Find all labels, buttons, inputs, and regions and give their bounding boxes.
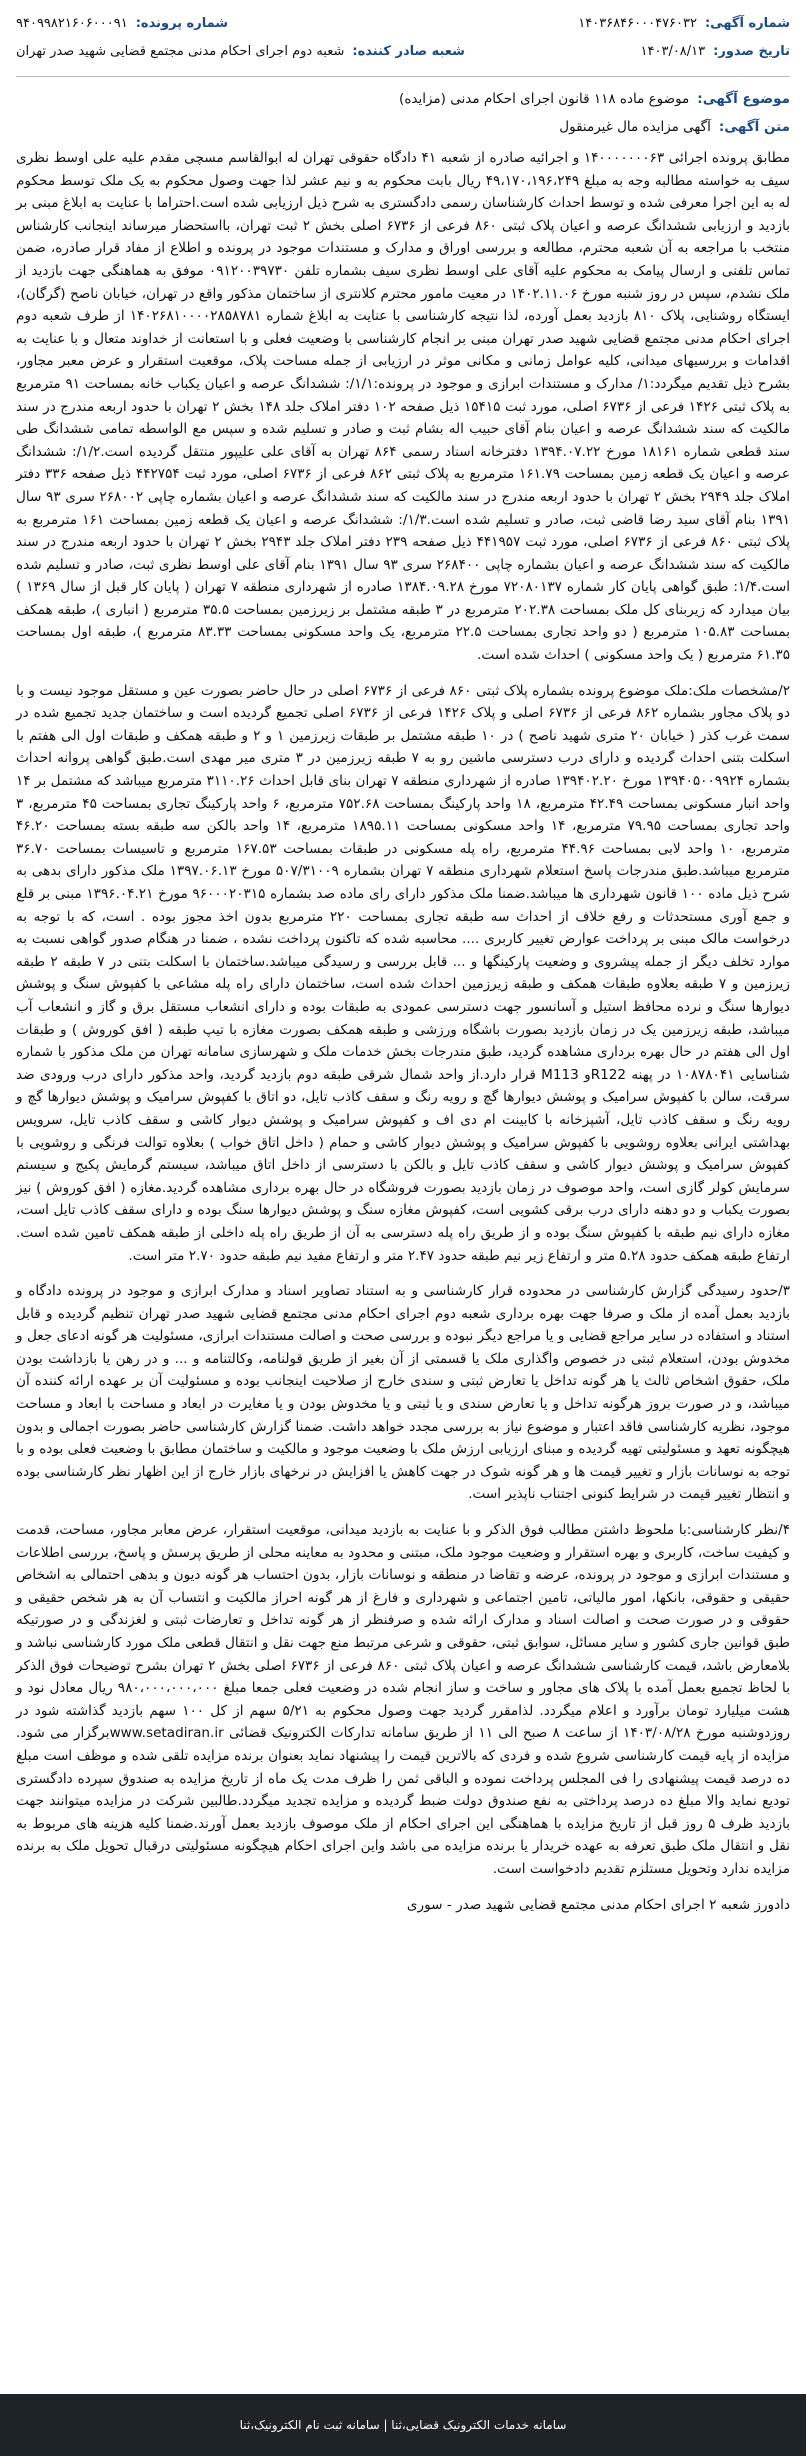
ad-meta bbox=[0, 85, 806, 141]
issuing-branch bbox=[16, 38, 465, 66]
ad-number-label: شماره آگهی: bbox=[704, 16, 790, 31]
ad-text-title: آگهی مزایده مال غیرمنقول bbox=[559, 119, 711, 135]
body-paragraph-4: ۴/نظر کارشناسی:با ملحوظ داشتن مطالب فوق الذکر و با عنایت به بازدید میدانی، موقعیت استقرار، عرض معابر مجاور، مساحت، قدمت و کیفیت ساخت، کاربری و بهره استقرار و وضعیت موجود ملک، مبتنی و محدود به معاینه محلی از طریق پرسش و پاسخ، بررسی اطلاعات و مستندات ابرازی و موجود در پرونده، عرضه و تقاضا در منطقه و نوسانات بازار، بدون احتساب هر گونه دیون و بدهی احتمالی به اشخاص حقیقی و حقوقی، بانکها، امور مالیاتی، تامین اجتماعی و شهرداری و فارغ از هر گونه احراز مالکیت و انتساب آن به هر شخص حقیقی و حقوقی و در صورت صحت و اصالت اسناد و مدارک ارائه شده و صرفنظر از هر گونه تداخل و تعارضات ثبتی و لغزندگی و در صورتیکه طبق قوانین جاری کشور و سایر مسائل، سوابق ثبتی، حقوقی و شرعی مرتبط منع جهت نقل و انتقال قطعی ملک مورد کارشناسی نباشد و بلامعارض باشد، قیمت کارشناسی ششدانگ عرصه و اعیان پلاک ثبتی ۸۶۰ فرعی از ۶۷۳۶ اصلی بخش ۲ تهران بشرح توضیحات فوق الذکر با لحاظ تجمیع بعمل آمده با پلاک های مجاور و ساخت و ساز انجام شده در وضعیت فعلی جمعا مبلغ ۹۸۰،۰۰۰،۰۰۰،۰۰۰ ریال معادل نود و هشت میلیارد تومان برآورد و اعلام میگردد. لذامقرر گردید جهت وصول محکوم به ۵/۲۱ سهم از کل ۱۰۰ سهم بازدید گذاشته شود در روزدوشنبه مورخ ۱۴۰۳/۰۸/۲۸ از ساعت ۸ صبح الی ۱۱ از طریق سامانه تدارکات الکترونیک قضائی www.setadiran.irبرگزار می شود. مزایده از پایه قیمت کارشناسی شروع شده و فردی که بالاترین قیمت را پیشنهاد نماید بعنوان برنده مزایده تلقی شده و موظف است مبلغ ده درصد قیمت پیشنهادی را فی المجلس پرداخت نموده و الباقی ثمن را ظرف مدت یک ماه از تاریخ مزایده به صندوق سپرده دادگستری تودیع نماید والا مبلغ ده درصد پرداختی به نفع صندوق دولت ضبط گردیده و مزایده تجدید میگردد.طالبین شرکت در مزایده میتوانند جهت بازدید ظرف ۵ روز قبل از تاریخ مزایده با هماهنگی این اجرای احکام از ملک موصوف بازدید بعمل آورند.ضمنا کلیه هزینه های مربوط به نقل و انتقال ملک طبق تعرفه به عهده خریدار یا برنده مزایده می باشد واین اجرای احکام هیچگونه مسئولیتی درقبال تحویل ملک به برنده مزایده ندارد وتحویل مستلزم تقدیم دادخواست است. bbox=[16, 1522, 791, 1877]
body-paragraph-2: ۲/مشخصات ملک:ملک موضوع پرونده بشماره پلاک ثبتی ۸۶۰ فرعی از ۶۷۳۶ اصلی در حال حاضر بصورت عین و مستقل موجود نیست و با دو پلاک مجاور بشماره ۸۶۲ فرعی از ۶۷۳۶ اصلی و پلاک ۱۴۲۶ فرعی از ۶۷۳۶ اصلی تجمیع گردیده است و ساختمان جدید تجمیع شده در سمت غرب کذر ( خیابان ۲۰ متری شهید ناصح ) در ۱۰ طبقه مشتمل بر طبقات زیرزمین ۱ و ۲ و طبقه همکف و طبقات اول الی هفتم با اسکلت بتنی احداث گردیده و دارای درب دسترسی ماشین رو به ۷ طبقه زیرزمین در ۳ متری میر مهدی است.طبق گواهی پروانه احداث بشماره ۱۳۹۴۰۵۰۰۹۹۲۴ مورخ ۱۳۹۴۰۲.۲۰ صادره از شهرداری منطقه ۷ تهران بنای قابل احداث ۳۱۱۰.۲۶ مترمربع میباشد که مشتمل بر ۱۴ واحد انبار مسکونی بمساحت ۴۲.۴۹ مترمربع، ۱۸ واحد پارکینگ بمساحت ۷۵۲.۶۸ مترمربع، ۶ واحد پارکینگ تجاری بمساحت ۴۵ مترمربع، ۳ واحد تجاری بمساحت ۷۹.۹۵ مترمربع، ۱۴ واحد مسکونی بمساحت ۱۸۹۵.۱۱ مترمربع، ۱۴ واحد بالکن سه طبقه بسته بمساحت ۴۶.۲۰ مترمربع، ۱۰ واحد لابی بمساحت ۴۴.۹۶ مترمربع، راه پله مسکونی در طبقات بمساحت ۱۶۷.۵۳ مترمربع و تاسیسات بمساحت ۳۶.۷۰ مترمربع میباشد.طبق مندرجات پاسخ استعلام شهرداری منطقه ۷ تهران بشماره ۵۰۷/۳۱۰۰۹ مورخ ۱۳۹۷.۰۶.۱۳ ملک مذکور دارای بدهی به شرح ذیل ماده ۱۰۰ قانون شهرداری ها میباشد.ضمنا ملک مذکور دارای رای ماده صد بشماره ۹۶۰۰۰۲۰۳۱۵ مورخ ۱۳۹۶.۰۴.۲۱ مبنی بر قلع و جمع آوری مستحدثات و رفع خلاف از احداث سه طبقه تجاری بمساحت ۲۲۰ مترمربع بدون اخذ مجوز بوده . است، که با توجه به درخواست مالک مبنی بر پرداخت عوارض تغییر کاربری .... محاسبه شده که تاکنون پرداخت نشده ، ضمنا در هنگام صدور گواهی نسبت به موارد تخلف دیگر از جمله پیشروی و وضعیت پارکینگها و ... قابل بررسی و رسیدگی میباشد.ساختمان با اسکلت بتنی در ۷ طبقه ۲ طبقه زیرزمین و ۷ طبقه بعلاوه طبقات همکف و طبقه زیرزمین احداث شده است، ساختمان دارای راه پله مشاعی با کفپوش سنگ و پوشش دیوارها سنگ و نرده محافظ استیل و آسانسور جهت دسترسی عمودی به طبقات بوده و دارای انشعاب مستقل برق و گاز و انشعاب آب میباشد، طبقه زیرزمین یک در زمان بازدید بصورت باشگاه ورزشی و طبقه همکف بصورت مغازه با تیپ طبقه ( افق کوروش ) و طبقات اول الی هفتم در حال بهره برداری مشاهده گردید، طبق مندرجات بخش خدمات ملک و شهرسازی سامانه تهران من ملک مذکور با شماره شناسایی ۱۰۸۷۸۰۴۱ در پهنه R122و M113 قرار دارد.از واحد شمال شرقی طبقه دوم بازدید گردید، واحد مذکور دارای درب ورودی ضد سرقت، سالن با کفپوش سرامیک و پوشش دیوارها گچ و رویه رنگ و سقف کاذب تایل، دو اتاق با کفپوش سرامیک و پوشش دیوارها گچ و رویه رنگ و سقف کاذب تایل، آشپزخانه با کابینت ام دی اف و کفپوش سرامیک و پوشش دیوار کاشی و سقف کاذب تایل، سرویس بهداشتی ایرانی بعلاوه روشویی با کفپوش سرامیک و پوشش دیوار کاشی و حمام ( داخل اتاق خواب ) بعلاوه توالت فرنگی و روشویی با کفپوش سرامیک و پوشش دیوار کاشی و سقف کاذب تایل و بالکن با دسترسی از داخل اتاق میباشد، سیستم گرمایش پکیج و سیستم سرمایش کولر گازی است، واحد موصوف در زمان بازدید بصورت فروشگاه در حال بهره برداری مشاهده گردید.مغازه ( افق کوروش ) نیز بصورت یکباب و دو دهنه دارای درب برقی کشویی است، کفپوش مغازه سنگ و پوشش دیوارها سنگ بوده و دارای سقف کاذب تایل است، مغازه دارای نیم طبقه با کفپوش سنگ بوده و از طریق راه پله دسترسی به آن از طریق راه پله داخلی از طبقه همکف تامین شده است. ارتفاع طبقه همکف حدود ۵.۲۸ متر و ارتفاع زیر نیم طبقه حدود ۲.۴۷ متر و ارتفاع مفید نیم طبقه حدود ۲.۷۰ متر است. bbox=[16, 682, 791, 1264]
site-footer bbox=[0, 2394, 806, 2456]
ad-text-label: متن آگهی: bbox=[718, 119, 790, 135]
ad-subject bbox=[16, 85, 790, 113]
ad-subject-label: موضوع آگهی: bbox=[697, 91, 790, 107]
issuing-branch-value: شعبه دوم اجرای احکام مدنی مجتمع قضایی شهید صدر تهران bbox=[16, 44, 345, 59]
ad-number-value: ۱۴۰۳۶۸۴۶۰۰۰۴۷۶۰۳۲ bbox=[578, 16, 697, 31]
issue-date-label: تاریخ صدور: bbox=[713, 44, 790, 59]
ad-body bbox=[0, 141, 806, 1916]
ad-number bbox=[578, 10, 790, 38]
case-number bbox=[16, 10, 228, 38]
case-number-label: شماره پرونده: bbox=[135, 16, 229, 31]
ad-subject-value: موضوع ماده ۱۱۸ قانون اجرای احکام مدنی (مزایده) bbox=[399, 91, 690, 107]
issue-date bbox=[641, 38, 790, 66]
footer-text: سامانه خدمات الکترونیک قضایی،ثنا | سامانه ثبت نام الکترونیک،ثنا bbox=[239, 2418, 567, 2432]
signature: دادورز شعبه ۲ اجرای احکام مدنی مجتمع قضایی شهید صدر - سوری bbox=[406, 1896, 790, 1913]
issue-date-value: ۱۴۰۳/۰۸/۱۳ bbox=[640, 44, 706, 59]
body-paragraph-1: مطابق پرونده اجرائی ۱۴۰۰۰۰۰۰۰۶۳ و اجرائیه صادره از شعبه ۴۱ دادگاه حقوقی تهران له ابوالقاسم مسچی مقدم علیه علی اوسط نظری سیف به خواسته مطالبه وجه به مبلغ ۴۹،۱۷۰،۱۹۶،۲۴۹ ریال بابت محکوم به و نیم عشر لذا جهت وصول محکوم به یک ملک توسط محکوم له به این اجرا معرفی شده و توسط احداث کارشناسان رسمی دادگستری به شرح ذیل ارزیابی شده است.احتراما با عنایت به ابلاغ مبنی بر بازدید و ارزیابی ششدانگ عرصه و اعیان پلاک ثبتی ۸۶۰ فرعی از ۶۷۳۶ اصلی بخش ۲ ثبت تهران، بااستحضار میرساند اینجانب کارشناس منتخب با مراجعه به آن شعبه محترم، مطالعه و بررسی اوراق و مدارک و مستندات موجود در پرونده و اطلاع از مفاد قرار صادره، ضمن تماس تلفنی و ارسال پیامک به محکوم علیه آقای علی اوسط نظری سیف بشماره تلفن ۰۹۱۲۰۰۳۹۷۳۰ موفق به هماهنگی جهت بازدید از ملک نشدم، سپس در روز شنبه مورخ ۱۴۰۲.۱۱.۰۶ در معیت مامور محترم کلانتری از ساختمان مذکور واقع در تهران، خیابان ناصح (گرگان)، ایستگاه روشنایی، پلاک ۸۱۰ بازدید بعمل آورده، لذا نتیجه کارشناسی با عنایت به ابلاغ شماره ۱۴۰۲۶۸۱۰۰۰۰۲۸۵۸۷۸۱ از طرف شعبه دوم اجرای احکام مدنی مجتمع قضایی شهید صدر تهران مبنی بر انجام کارشناسی با وضعیت فعلی و با استعانت از خداوند متعال و با عنایت به اقدامات و بررسیهای میدانی، کلیه عوامل زمانی و مکانی موثر در ارزیابی از جمله مساحت پلاک، موقعیت استقرار و عرض معبر مجاور، بشرح ذیل تقدیم میگردد:۱/ مدارک و مستندات ابرازی و موجود در پرونده:۱/۱/: ششدانگ عرصه و اعیان یکباب خانه بمساحت ۹۱ مترمربع به پلاک ثبتی ۱۴۲۶ فرعی از ۶۷۳۶ اصلی، مورد ثبت ۱۵۴۱۵ ذیل صفحه ۱۰۲ دفتر املاک جلد ۱۴۸ بخش ۲ تهران با حدود اربعه مندرج در سند مالکیت که سند ششدانگ عرصه و اعیان بنام آقای حبیب اله بشام ثبت و صادر و تسلیم شده و سپس مع الواسطه تمامی ششدانگ طی سند قطعی شماره ۱۸۱۶۱ مورخ ۱۳۹۴.۰۷.۲۲ دفترخانه اسناد رسمی ۸۶۴ تهران به آقای علی علیپور منتقل گردیده است.۱/۲/: ششدانگ عرصه و اعیان یک قطعه زمین بمساحت ۱۶۱.۷۹ مترمربع به پلاک ثبتی ۸۶۲ فرعی از ۶۷۳۶ اصلی، مورد ثبت ۴۴۲۷۵۴ ذیل صفحه ۳۳۶ دفتر املاک جلد ۲۹۴۹ بخش ۲ تهران با حدود اربعه مندرج در سند مالکیت که سند ششدانگ عرصه و اعیان بشماره چاپی ۲۶۸۰۰۲ سری ۹۳ سال ۱۳۹۱ بنام آقای سید رضا قاضی ثبت، صادر و تسلیم شده است.۱/۳/: ششدانگ عرصه و اعیان یک قطعه زمین بمساحت ۱۶۱ مترمربع به پلاک ثبتی ۸۶۰ فرعی از ۶۷۳۶ اصلی، مورد ثبت ۴۴۱۹۵۷ ذیل صفحه ۲۳۹ دفتر املاک جلد ۲۹۴۳ بخش ۲ تهران با حدود اربعه مندرج در سند مالکیت که سند ششدانگ عرصه و اعیان بشماره چاپی ۲۶۸۴۰۰ سری ۹۳ سال ۱۳۹۱ بنام آقای علی اوسط نظری ثبت، صادر و تسلیم شده است.۱/۴: طبق گواهی پایان کار شماره ۷۲۰۸۰۱۳۷ مورخ ۱۳۸۴.۰۹.۲۸ صادره از شهرداری منطقه ۷ تهران ( پایان کار قبل از سال ۱۳۶۹ ) بیان میدارد که زیربنای کل ملک بمساحت ۲۰۲.۳۸ مترمربع در ۳ طبقه مشتمل بر زیرزمین بمساحت ۳۵.۵ مترمربع ( انباری )، طبقه همکف بمساحت ۱۰۵.۸۳ مترمربع ( دو واحد تجاری بمساحت ۲۲.۵ مترمربع، یک واحد مسکونی بمساحت ۸۳.۳۳ مترمربع )، طبقه اول بمساحت ۶۱.۳۵ مترمربع ( یک واحد مسکونی ) احداث شده است. bbox=[16, 150, 791, 664]
header-divider bbox=[16, 76, 790, 77]
ad-header bbox=[0, 0, 806, 66]
ad-text bbox=[16, 113, 790, 141]
body-paragraph-3: ۳/حدود رسیدگی گزارش کارشناسی در محدوده قرار کارشناسی و به استناد تصاویر اسناد و مدارک ابرازی و موجود در پرونده دادگاه و بازدید بعمل آمده از ملک و صرفا جهت بهره برداری شعبه دوم اجرای احکام مدنی مجتمع قضایی شهید صدر تهران تنظیم گردیده و قابل استناد و استفاده در سایر مراجع قضایی و یا مراجع دیگر نبوده و بررسی صحت و اصالت مستندات ابرازی، مسئولیت هر گونه ادعای جعل و مخدوش بودن، استعلام ثبتی در خصوص واگذاری ملک یا قسمتی از آن بغیر از طریق قولنامه، وکالتنامه و ... و در رهن یا بازداشت بودن ملک، حقوق اشخاص ثالث یا هر گونه تداخل یا تعارض ثبتی و سندی خارج از صلاحیت اینجانب بوده و مسئولیت آن بر عهده ارائه کننده آن میباشد، و در صورت بروز هرگونه تداخل و یا تعارض سندی و یا ثبتی و یا مخدوش بودن و یا مغایرت در ابعاد و مساحت با ابعاد و مساحت موجود، نظریه کارشناسی فاقد اعتبار و موضوع نیاز به بررسی مجدد خواهد داشت. ضمنا گزارش کارشناسی حاضر بصورت اجمالی و بدون هیچگونه تعهد و مسئولیتی تهیه گردیده و مبنای ارزیابی ارزش ملک با وضعیت موجود و مالکیت و ساختمان مطابق با وضعیت فعلی بوده و با توجه به نوسانات بازار و تغییر قیمت ها و هر گونه شوک در جهت کاهش یا افزایش در نرخهای بازار خارج از این اظهار نظر کارشناسی بوده و انتظار تغییر قیمت در شرایط کنونی اجتناب ناپذیر است. bbox=[16, 1283, 790, 1503]
case-number-value: ۹۴۰۹۹۸۲۱۶۰۶۰۰۰۹۱ bbox=[16, 16, 128, 31]
issuing-branch-label: شعبه صادر کننده: bbox=[352, 44, 465, 59]
